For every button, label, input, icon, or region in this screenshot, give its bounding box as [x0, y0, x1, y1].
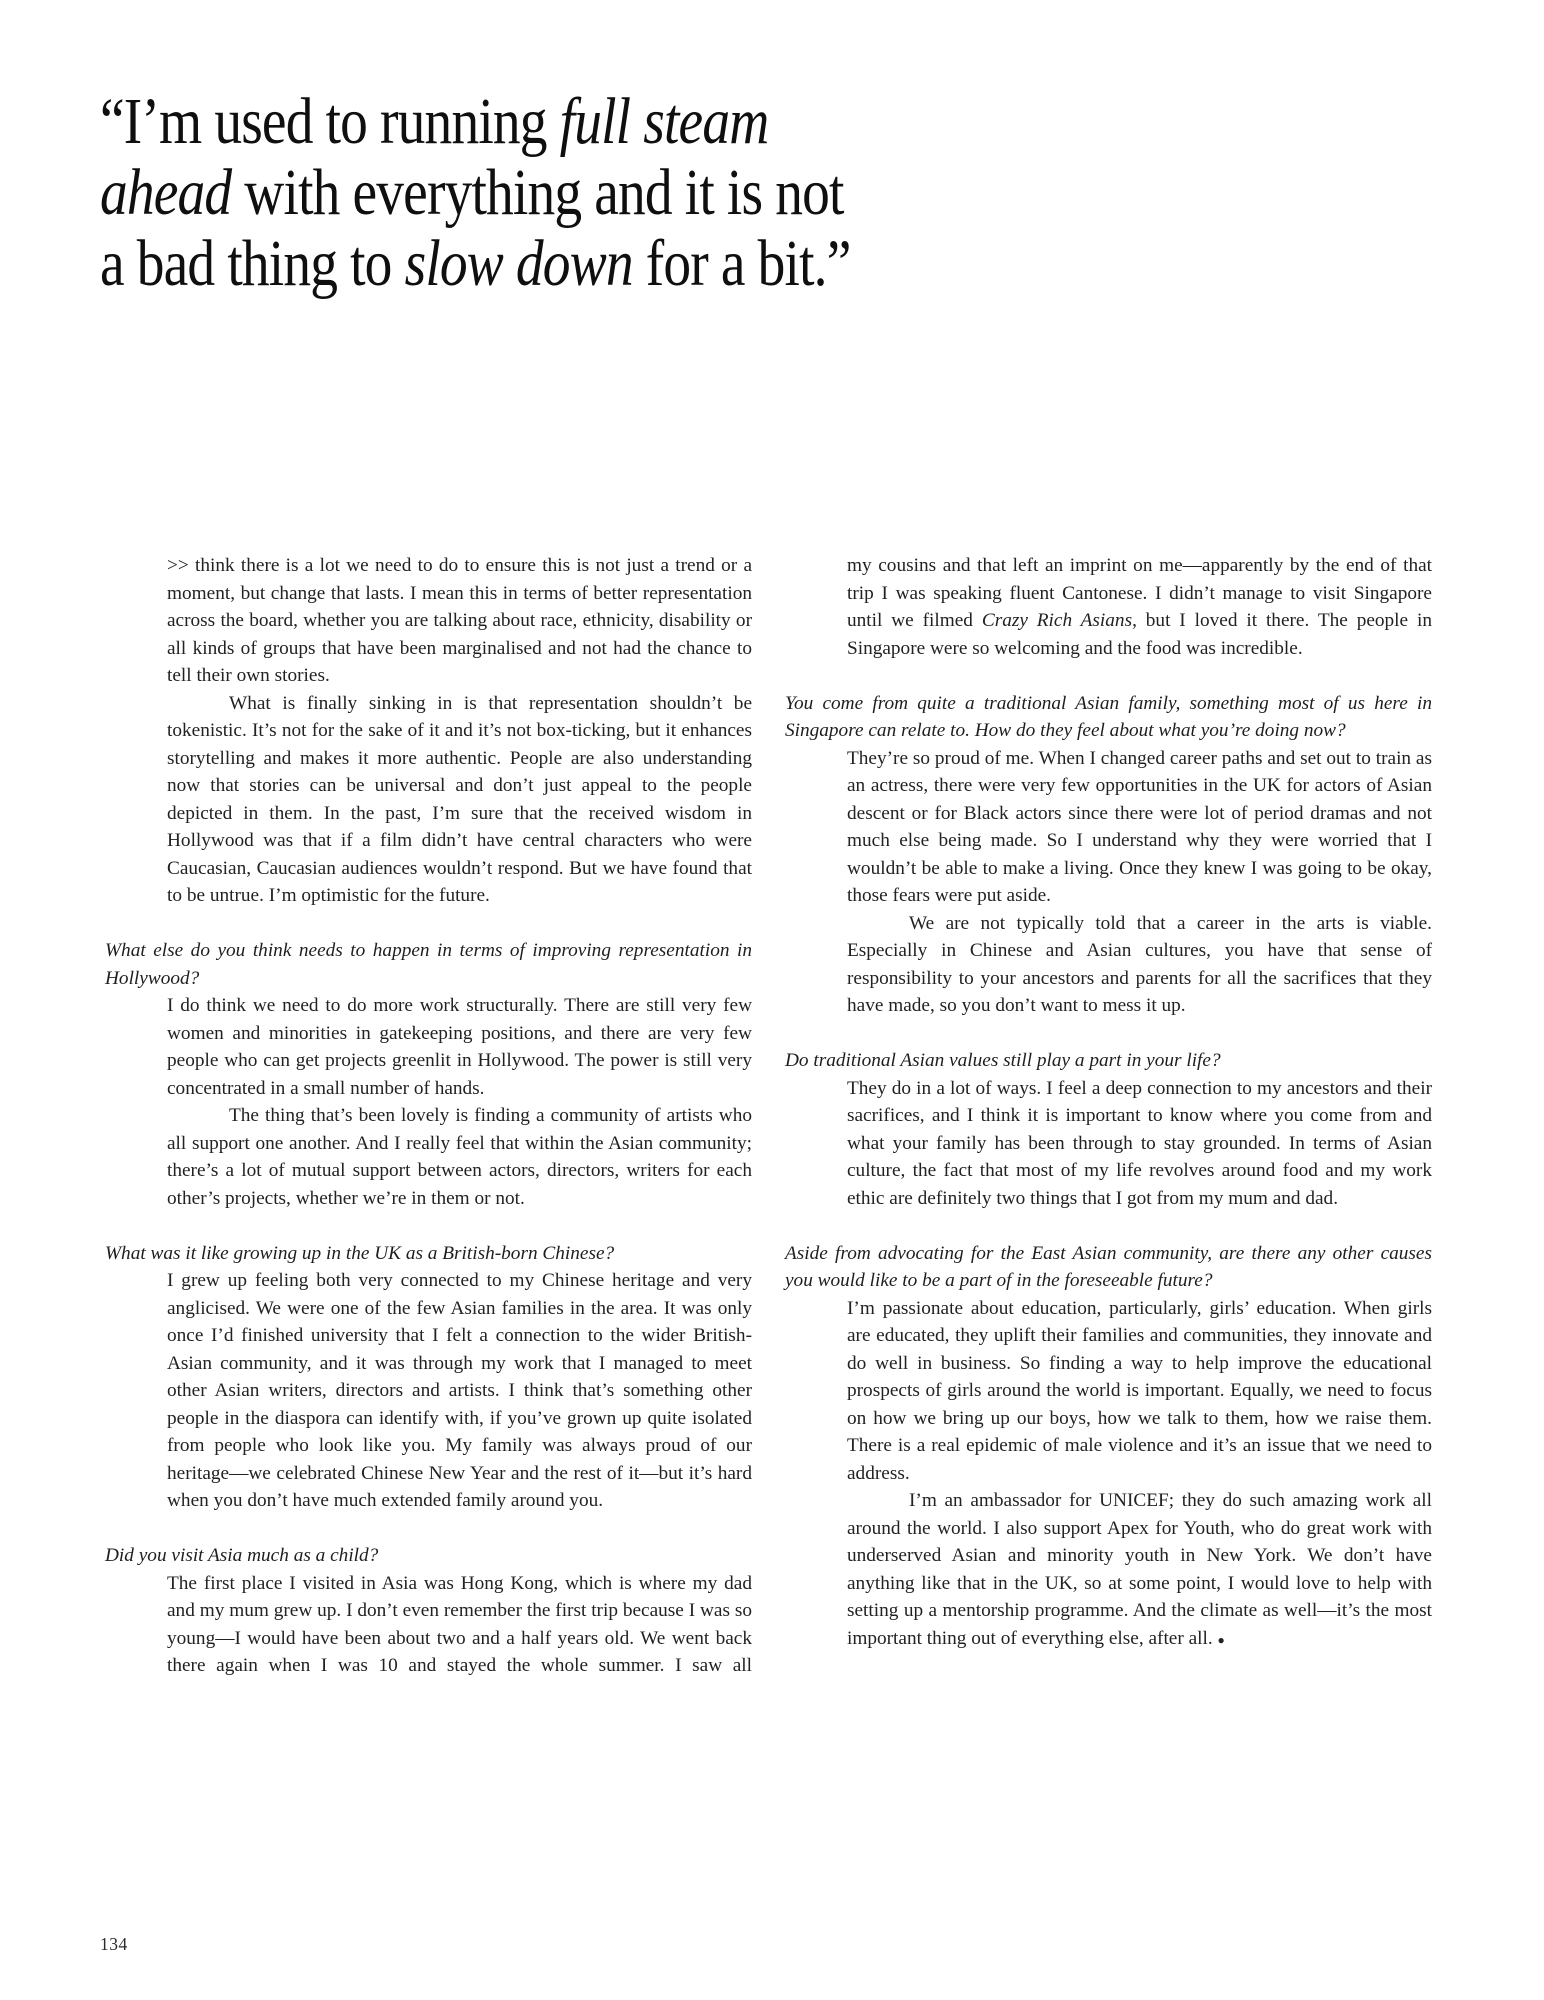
- answer-paragraph: [847, 910, 1432, 1020]
- interview-answer: [847, 552, 1432, 662]
- interview-question: You come from quite a traditional Asian family, something most of us here in Singapore can relate to. How do they feel about what you’re doing now?: [785, 692, 1432, 741]
- answer-paragraph: [167, 552, 752, 690]
- interview-answer: [847, 1295, 1432, 1655]
- answer-paragraph: [847, 552, 1432, 662]
- body-text: my cousins and that left an imprint on me—apparently by the end of that trip I was speaking fluent Cantonese. I didn’t manage to visit Singapore until we filmed: [847, 555, 1432, 631]
- column-right: [785, 552, 1432, 1680]
- body-text: I do think we need to do more work structurally. There are still very few women and minorities in gatekeeping positions, and there are very few people who can get projects greenlit in Hollywood. The power is still very concentrated in a small number of hands.: [167, 995, 752, 1099]
- pull-quote-headline: [100, 86, 850, 299]
- body-text: a bad thing to: [100, 227, 405, 300]
- italic-text: slow down: [404, 227, 633, 300]
- answer-paragraph: [167, 1267, 752, 1515]
- interview-answer: [167, 1570, 752, 1680]
- italic-text: ahead: [100, 156, 232, 229]
- interview-answer: [847, 745, 1432, 1020]
- body-text: , but I loved it there. The people in Singapore were so welcoming and the food was incredible.: [847, 610, 1432, 659]
- interview-body: [105, 552, 1432, 1680]
- answer-paragraph: [847, 1487, 1432, 1654]
- interview-answer: [167, 552, 752, 910]
- italic-text: Crazy Rich Asians: [981, 610, 1133, 631]
- italic-text: full steam: [559, 85, 769, 158]
- answer-paragraph: [167, 1102, 752, 1212]
- body-text: They do in a lot of ways. I feel a deep connection to my ancestors and their sacrifices, and I think it is important to know where you come from and what your family has been through to stay grounded. In terms of Asian culture, the fact that most of my life revolves around food and my work ethic are definitely two things that I got from my mum and dad.: [847, 1077, 1432, 1209]
- body-text: The thing that’s been lovely is finding a community of artists who all support one another. And I really feel that within the Asian community; there’s a lot of mutual support between actors, directors, writers for each other’s projects, whether we’re in them or not.: [167, 1105, 752, 1209]
- body-text: for a bit.”: [632, 227, 851, 300]
- answer-paragraph: [847, 1295, 1432, 1488]
- answer-paragraph: [167, 1570, 752, 1680]
- body-text: They’re so proud of me. When I changed career paths and set out to train as an actress, there were very few opportunities in the UK for actors of Asian descent or for Black actors since there were lot of period dramas and not much else being made. So I understand why they were worried that I wouldn’t be able to make a living. Once they knew I was going to be okay, those fears were put aside.: [847, 747, 1432, 906]
- interview-answer: [167, 1267, 752, 1515]
- interview-answer: [847, 1075, 1432, 1213]
- interview-question: What was it like growing up in the UK as a British-born Chinese?: [105, 1242, 615, 1264]
- interview-question: Do traditional Asian values still play a part in your life?: [785, 1050, 1221, 1071]
- body-text: “I’m used to running: [100, 85, 560, 158]
- page-number: 134: [100, 1934, 128, 1954]
- body-text: I’m passionate about education, particularly, girls’ education. When girls are educated, they uplift their families and communities, they innovate and do well in business. So finding a way to help improve the educational prospects of girls around the world is important. Equally, we need to focus on how we bring up our boys, how we talk to them, how we raise them. There is a real epidemic of male violence and it’s an issue that we need to address.: [847, 1297, 1432, 1484]
- pull-quote-line: [100, 228, 850, 299]
- end-mark-dot: ●: [1217, 1632, 1225, 1647]
- interview-answer: [167, 992, 752, 1212]
- interview-question: Did you visit Asia much as a child?: [105, 1545, 379, 1566]
- pull-quote-line: [100, 86, 850, 157]
- body-text: I grew up feeling both very connected to my Chinese heritage and very anglicised. We were one of the few Asian families in the area. It was only once I’d finished university that I felt a connection to the wider British-Asian community, and it was through my work that I managed to meet other Asian writers, directors and artists. I think that’s something other people in the diaspora can identify with, if you’ve grown up quite isolated from people who look like you. My family was always proud of our heritage—we celebrated Chinese New Year and the rest of it—but it’s hard when you don’t have much extended family around you.: [167, 1270, 752, 1511]
- body-text: with everything and it is not: [231, 156, 844, 229]
- body-text: I’m an ambassador for UNICEF; they do such amazing work all around the world. I also support Apex for Youth, who do great work with underserved Asian and minority youth in New York. We don’t have anything like that in the UK, so at some point, I would love to help with setting up a mentorship programme. And the climate as well—it’s the most important thing out of everything else, after all.: [847, 1490, 1432, 1649]
- answer-paragraph: [167, 992, 752, 1102]
- pull-quote-line: [100, 157, 850, 228]
- interview-question: Aside from advocating for the East Asian community, are there any other causes you would like to be a part of in the foreseeable future?: [785, 1242, 1432, 1291]
- answer-paragraph: [847, 745, 1432, 910]
- interview-question: What else do you think needs to happen in terms of improving representation in Hollywood?: [105, 940, 752, 989]
- answer-paragraph: [167, 690, 752, 910]
- body-text: What is finally sinking in is that representation shouldn’t be tokenistic. It’s not for the sake of it and it’s not box-ticking, but it enhances storytelling and makes it more authentic. People are also understanding now that stories can be universal and don’t just appeal to the people depicted in them. In the past, I’m sure that the received wisdom in Hollywood was that if a film didn’t have central characters who were Caucasian, Caucasian audiences wouldn’t respond. But we have found that to be untrue. I’m optimistic for the future.: [167, 692, 752, 906]
- body-text: >> think there is a lot we need to do to ensure this is not just a trend or a moment, but change that lasts. I mean this in terms of better representation across the board, whether you are talking about race, ethnicity, disability or all kinds of groups that have been marginalised and not had the chance to tell their own stories.: [167, 555, 752, 686]
- body-text: We are not typically told that a career in the arts is viable. Especially in Chinese and Asian cultures, you have that sense of responsibility to your ancestors and parents for all the sacrifices that they have made, so you don’t want to mess it up.: [847, 912, 1432, 1016]
- answer-paragraph: [847, 1075, 1432, 1213]
- body-text: The first place I visited in Asia was Hong Kong, which is where my dad and my mum grew up. I don’t even remember the first trip because I was so young—I would have been about two and a half years old. We went back there again when I was 10 and stayed the whole summer. I saw all: [167, 1572, 752, 1676]
- column-left: [105, 552, 752, 1680]
